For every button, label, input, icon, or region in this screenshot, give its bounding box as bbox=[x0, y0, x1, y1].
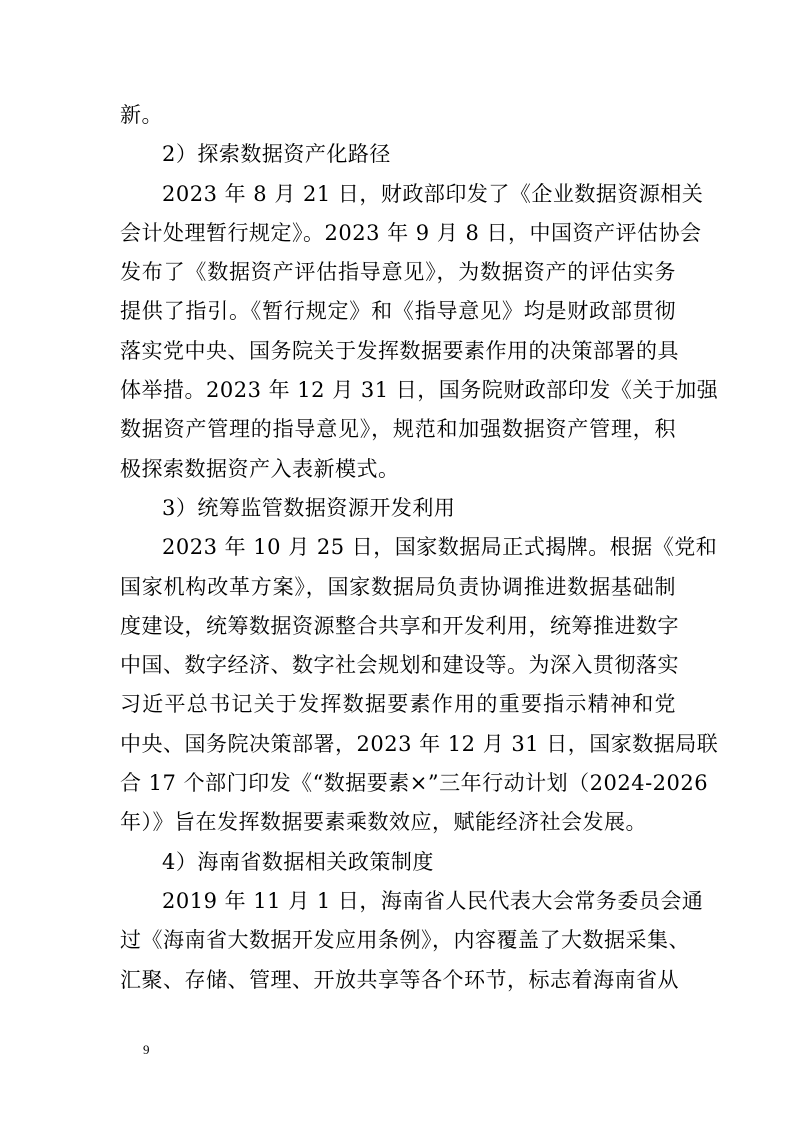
text-line: 落实党中央、国务院关于发挥数据要素作用的决策部署的具 bbox=[120, 338, 679, 363]
text-line: 提供了指引。《暂行规定》和《指导意见》均是财政部贯彻 bbox=[120, 299, 676, 324]
text-line: 极探索数据资产入表新模式。 bbox=[120, 456, 400, 481]
text-line: 合 17 个部门印发《“数据要素×”三年行动计划（2024-2026 bbox=[120, 771, 709, 796]
text-line: 中国、数字经济、数字社会规划和建设等。为深入贯彻落实 bbox=[120, 653, 679, 678]
body-text bbox=[120, 96, 719, 1000]
text-line: 2023 年 8 月 21 日，财政部印发了《企业数据资源相关 bbox=[162, 181, 704, 206]
text-line: 年）》旨在发挥数据要素乘数效应，赋能经济社会发展。 bbox=[120, 810, 647, 835]
text-line: 体举措。2023 年 12 月 31 日，国务院财政部印发《关于加强 bbox=[120, 378, 719, 403]
text-line: 数据资产管理的指导意见》，规范和加强数据资产管理，积 bbox=[120, 417, 676, 442]
text-line: 发布了《数据资产评估指导意见》，为数据资产的评估实务 bbox=[120, 260, 676, 285]
text-line: 中央、国务院决策部署，2023 年 12 月 31 日，国家数据局联 bbox=[120, 731, 719, 756]
text-line: 习近平总书记关于发挥数据要素作用的重要指示精神和党 bbox=[120, 692, 676, 717]
section-heading: 2）探索数据资产化路径 bbox=[162, 142, 391, 167]
text-line: 2019 年 11 月 1 日，海南省人民代表大会常务委员会通 bbox=[162, 888, 704, 913]
text-line: 度建设，统筹数据资源整合共享和开发利用，统筹推进数字 bbox=[120, 613, 679, 638]
section-heading: 3）统筹监管数据资源开发利用 bbox=[162, 495, 456, 520]
text-line: 国家机构改革方案》，国家数据局负责协调推进数据基础制 bbox=[120, 574, 676, 599]
page-number: 9 bbox=[143, 1042, 150, 1057]
text-line: 会计处理暂行规定》。2023 年 9 月 8 日，中国资产评估协会 bbox=[120, 220, 702, 245]
section-heading: 4）海南省数据相关政策制度 bbox=[162, 849, 434, 874]
text-line: 新。 bbox=[120, 103, 163, 127]
text-line: 2023 年 10 月 25 日，国家数据局正式揭牌。根据《党和 bbox=[162, 535, 718, 560]
text-line: 汇聚、存储、管理、开放共享等各个环节，标志着海南省从 bbox=[120, 967, 679, 992]
text-line: 过《海南省大数据开发应用条例》，内容覆盖了大数据采集、 bbox=[120, 928, 690, 953]
